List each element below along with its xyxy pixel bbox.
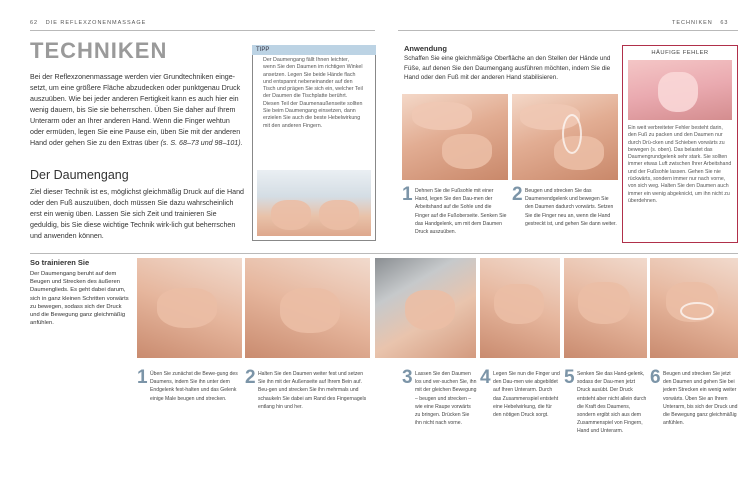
anwendung-photo-2	[512, 94, 618, 180]
training-step-2-text: Halten Sie den Daumen weiter fest und setzen Sie ihn mit der Außenseite auf Ihrem Bein auf. Beu-gen und strecken Sie ihn mehrmals und schaukeln Sie dabei am Rand des Fingernagels entlang hin und her.	[258, 371, 367, 410]
training-photo-6	[650, 258, 738, 358]
left-running-title: DIE REFLEXZONENMASSAGE	[45, 20, 147, 26]
training-photo-1	[137, 258, 242, 358]
daumengang-paragraph: Ziel dieser Technik ist es, möglichst gleichmäßig Druck auf die Hand oder den Fuß auszuüben, doch müssen Sie dazu wahrscheinlich erst ein wenig üben. Lassen Sie sich Zeit und trainieren Sie geduldig, bis Sie diese wichtige Technik wirk-lich gut beherrschen und anwenden können.	[30, 188, 244, 240]
training-step-4-number: 4	[480, 367, 491, 388]
anwendung-heading: Anwendung	[404, 44, 447, 53]
common-errors-heading: HÄUFIGE FEHLER	[651, 50, 709, 56]
tip-label: TIPP	[252, 45, 376, 55]
intro-paragraph	[30, 72, 245, 149]
anwendung-step-2-text: Beugen und strecken Sie das Daumenendgelenk und bewegen Sie den Daumen dadurch vorwärts. Setzen Sie die Finger neu an, wenn die Hand gestreckt ist, und gehen Sie dann weiter.	[525, 188, 617, 227]
header-rule-left	[30, 30, 375, 31]
training-heading: So trainieren Sie	[30, 258, 90, 267]
training-paragraph: Der Daumengang beruht auf dem Beugen und Strecken des äußeren Daumenglieds. Es geht dabei darum, sich in ganz kleinen Schritten vorwärts zu bewegen, sodass sich der Druck und die Bewegung ganz gleichmäßig anfühlen.	[30, 271, 129, 327]
training-step-1-text: Üben Sie zunächst die Bewe-gung des Daumens, indem Sie ihn unter dem Endgelenk fest-halten und das Gelenk einige Male beugen und strecken.	[150, 371, 238, 402]
anwendung-photo-1	[402, 94, 508, 180]
training-photo-3	[375, 258, 476, 358]
training-step-3-number: 3	[402, 367, 413, 388]
header-rule-right	[398, 30, 738, 31]
intro-page-reference: (s. S. 68–73 und 98–101).	[160, 139, 243, 147]
anwendung-step-1-number: 1	[402, 184, 413, 205]
right-page-number: 63	[720, 20, 729, 26]
common-errors-photo	[628, 60, 732, 120]
tip-text: Der Daumengang fällt Ihnen leichter, wenn Sie den Daumen im richtigen Winkel ansetzen. Legen Sie beide Hände flach und entspannt nebeneinander auf den Tisch und prägen Sie sich ein, welcher Teil der Daumen die Tischplatte berührt. Diesen Teil der Daumenaußenseite sollten Sie beim Daumengang einsetzen, dann erzielen Sie auch die beste Hebelwirkung mit den anderen Fingern.	[263, 57, 363, 129]
page-title: TECHNIKEN	[30, 38, 168, 63]
training-step-5-number: 5	[564, 367, 575, 388]
training-step-3-text: Lassen Sie den Daumen los und ver-suchen Sie, ihn mit der gleichen Bewegung – beugen und strecken – wie eine Raupe vorwärts zu bringen. Drücken Sie ihn nicht nach vorne.	[415, 371, 477, 427]
anwendung-step-1-text: Dehnen Sie die Fußsohle mit einer Hand, legen Sie den Dau-men der Arbeitshand auf die Sohle und die Finger auf die Fußoberseite. Senken Sie das Handgelenk, um mit dem Daumen Druck auszuüben.	[415, 188, 507, 236]
training-rule	[30, 253, 738, 254]
daumengang-heading: Der Daumengang	[30, 168, 129, 182]
left-running-head	[30, 20, 146, 26]
left-page-number: 62	[30, 20, 39, 26]
training-step-6-number: 6	[650, 367, 661, 388]
right-running-title: TECHNIKEN	[672, 20, 713, 26]
tip-hands-photo	[257, 170, 371, 236]
anwendung-step-2-number: 2	[512, 184, 523, 205]
right-running-head	[672, 20, 729, 26]
training-step-6-text: Beugen und strecken Sie jetzt den Daumen und gehen Sie bei jedem Strecken ein wenig weiter vorwärts. Üben Sie an Ihrem Unterarm, bis sich der Druck und die Bewegung ganz gleichmäßig anfühlen.	[663, 371, 738, 427]
common-errors-text: Ein weit verbreiteter Fehler besteht darin, den Fuß zu packen und den Daumen nur durch Drü-cken und Schieben vorwärts zu bewegen (s. oben). Das belastet das Daumengrundgelenk sehr stark. Sie sollten immer etwas Luft zwischen Ihrer Arbeitshand und der Fußsohle lassen. Gehen Sie nie rückwärts, sondern immer nur nach vorne, von sich weg. Halten Sie den Daumen auch immer ein wenig abgeknickt, um ihn nicht zu überdehnen.	[628, 125, 732, 204]
training-step-4-text: Legen Sie nun die Finger und den Dau-men wie abgebildet auf Ihren Unterarm. Durch das Zusammenspiel entsteht eine Hebelwirkung, die für den nötigen Druck sorgt.	[493, 371, 560, 419]
training-photo-2	[245, 258, 370, 358]
training-step-5-text: Senken Sie das Hand-gelenk, sodass der Dau-men jetzt Druck ausübt. Der Druck entsteht aber nicht allein durch die Kraft des Daumens, sondern ergibt sich aus dem Zusammenspiel von Fingern, Hand und Unterarm.	[577, 371, 647, 435]
training-photo-5	[564, 258, 647, 358]
training-step-1-number: 1	[137, 367, 148, 388]
training-step-2-number: 2	[245, 367, 256, 388]
intro-text: Bei der Reflexzonenmassage werden vier Grundtechniken einge-setzt, um eine größere Fläche abzudecken oder punktgenau Druck auszuüben. Wie bei jeder anderen Fertigkeit kann es auch hier ein wenig dauern, bis Sie sie beherrschen. Üben Sie daher auf Ihrem Unterarm oder an Ihrer anderen Hand. Wenn die Finger wehtun oder ermüden, legen Sie eine Pause ein, üben Sie mit der anderen Hand oder gehen Sie zu den Extras über	[30, 73, 241, 147]
training-photo-4	[480, 258, 560, 358]
anwendung-paragraph: Schaffen Sie eine gleichmäßige Oberfläche an den Stellen der Hände und Füße, auf denen Sie den Daumengang ausführen möchten, indem Sie die Hand oder den Fuß mit der anderen Hand stabilisieren.	[404, 55, 611, 81]
